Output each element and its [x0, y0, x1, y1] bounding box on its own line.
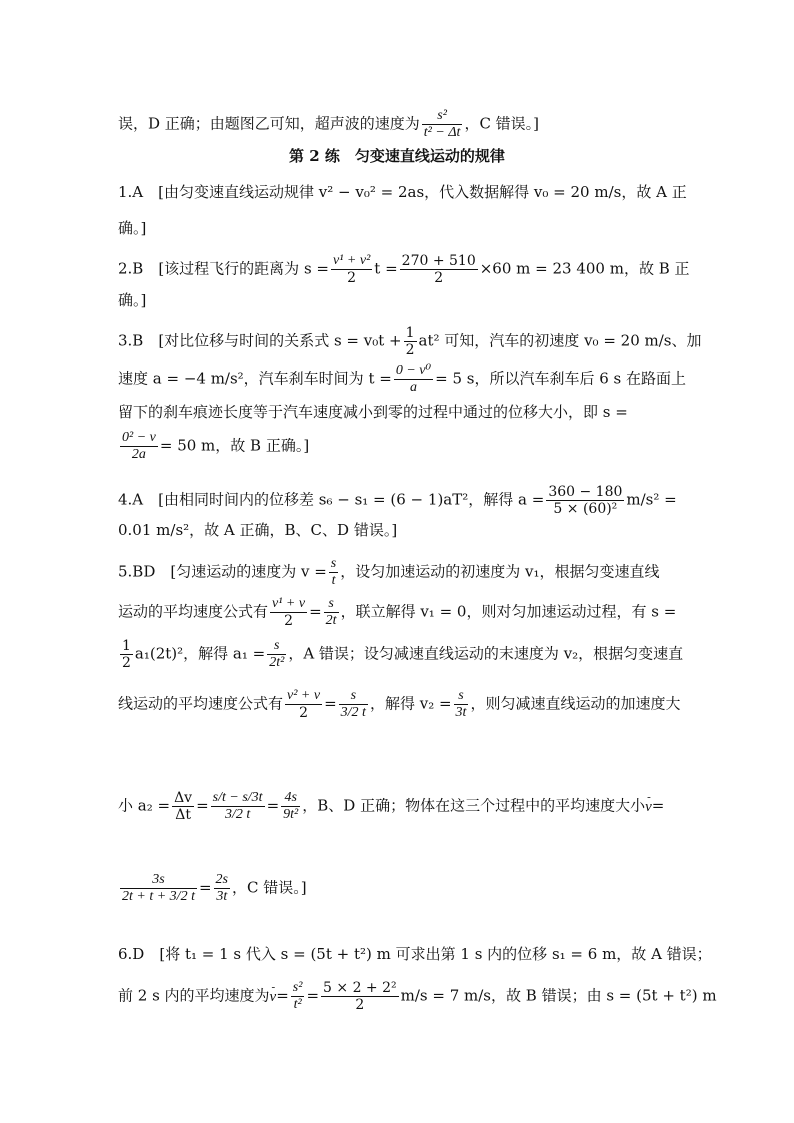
fraction-denominator: 2	[321, 996, 399, 1013]
q5-line6-b: ，C 错误。]	[231, 878, 307, 897]
fraction-numerator: 360 − 180	[548, 484, 623, 500]
fraction-numerator: s	[458, 688, 464, 703]
q5-line-2	[118, 596, 676, 629]
fraction-numerator: 2s	[215, 872, 228, 887]
fraction-denominator: 3t	[455, 705, 467, 720]
fraction	[339, 688, 368, 721]
q6-line-1: 6.D [将 t₁ = 1 s 代入 s = (5t + t²) m 可求出第 1 s 内的位移 s₁ = 6 m，故 A 错误；	[118, 945, 712, 963]
fraction-denominator: a	[394, 379, 433, 396]
q3-line-3: 留下的刹车痕迹长度等于汽车速度减小到零的过程中通过的位移大小，即 s =	[118, 403, 628, 421]
q5-line-6: $\frac{3s}{2t + t + 3/2 t}$ = $\frac{2s}{3t}$ ，C 错误。]	[122, 872, 307, 904]
fraction	[321, 980, 399, 1013]
fraction-denominator: 5 × (60)²	[546, 500, 624, 517]
fraction-numerator: v² + v	[287, 688, 321, 703]
q5-line-3	[118, 638, 683, 671]
section-title: 第 2 练 匀变速直线运动的规律	[289, 147, 505, 165]
fraction-numerator: s/t − s/3t	[212, 790, 263, 805]
q5-line-1	[118, 556, 660, 589]
q1-line-2: 确。]	[118, 219, 147, 237]
fraction-denominator: 3t	[214, 888, 230, 905]
fraction-numerator: s²	[437, 108, 447, 123]
fraction	[394, 363, 433, 396]
fraction-numerator: 270 + 510	[401, 253, 476, 269]
fraction-numerator: 4s	[284, 790, 297, 805]
fraction-denominator: 2	[285, 704, 322, 721]
fraction-numerator: 3s	[152, 872, 165, 887]
fraction-numerator: 0² − v	[122, 430, 156, 445]
q3-line1-a: 3.B [对比位移与时间的关系式 s = v₀t +	[118, 331, 402, 350]
fraction-denominator: 2a	[120, 446, 158, 463]
fraction-numerator: v¹ + v²	[333, 253, 371, 268]
line1-text-b: ，C 错误。]	[464, 114, 540, 133]
fraction	[120, 638, 133, 671]
fraction-numerator: 0 − v⁰	[395, 363, 432, 378]
q5-line3-a: a₁(2t)²，解得 a₁ =	[134, 644, 266, 663]
fraction	[400, 253, 478, 286]
fraction	[331, 253, 372, 286]
q3-line4-b: = 50 m，故 B 正确。]	[159, 436, 310, 455]
fraction-numerator: Δv	[174, 790, 193, 806]
fraction	[270, 596, 307, 629]
fraction	[422, 108, 463, 141]
fraction-numerator: v¹ + v	[272, 596, 306, 611]
q5-line1-a: 5.BD [匀速运动的速度为 v =	[118, 562, 327, 581]
q4-line-1	[118, 484, 677, 517]
q6-line2-a: 前 2 s 内的平均速度为	[118, 986, 270, 1005]
q5-line4-b: ，解得 v₂ =	[369, 694, 452, 713]
fraction-denominator: 2	[405, 342, 415, 358]
q3-line-1	[118, 325, 702, 358]
fraction-numerator: 5 × 2 + 2²	[323, 980, 397, 996]
fraction-numerator: s	[328, 596, 334, 611]
fraction-numerator: 1	[405, 325, 415, 341]
q5-line5-c: =	[651, 796, 665, 815]
q2-prefix: 2.B [该过程飞行的距离为 s =	[118, 259, 329, 278]
fraction	[404, 325, 417, 358]
fraction-numerator: s²	[292, 980, 303, 995]
q3-line2-b: = 5 s，所以汽车刹车后 6 s 在路面上	[435, 369, 687, 388]
fraction-numerator: s	[330, 556, 337, 571]
q2-line-1	[118, 253, 690, 286]
q4-line1-b: m/s² =	[626, 490, 677, 509]
fraction	[285, 688, 322, 721]
fraction-denominator: 9t²	[283, 807, 299, 822]
fraction	[120, 872, 197, 905]
q5-line2-a: 运动的平均速度公式有	[118, 602, 269, 621]
fraction-denominator: 2	[400, 269, 478, 286]
q6-line-2: 前 2 s 内的平均速度为- v= $\frac{\text{s²}}{\text{t²}}$ = $\frac{\text{5 × 2 + 2²}}{2}$ m/s = 7 m/s，故 B 错误；由 s = (5t + t²) m	[118, 980, 717, 1013]
fraction	[454, 688, 469, 721]
q5-line1-b: ，设匀加速运动的初速度为 v₁，根据匀变速直线	[340, 562, 660, 581]
average-velocity-symbol: - v	[645, 799, 652, 815]
fraction-numerator: s	[274, 638, 280, 653]
q2-suffix: ×60 m = 23 400 m，故 B 正	[479, 259, 690, 278]
q5-line4-c: ，则匀减速直线运动的加速度大	[470, 694, 681, 713]
q1-line-1: 1.A [由匀变速直线运动规律 v² − v₀² = 2as，代入数据解得 v₀ = 20 m/s，故 A 正	[118, 183, 687, 201]
fraction	[324, 596, 339, 629]
fraction-denominator: t²	[291, 996, 305, 1013]
q5-line5-a: 小 a₂ =	[118, 796, 171, 815]
q5-line3-b: ，A 错误；设匀减速直线运动的末速度为 v₂，根据匀变速直	[288, 644, 684, 663]
fraction-denominator: Δt	[172, 806, 194, 823]
fraction-denominator: 2t	[325, 613, 337, 628]
q5-line4-a: 线运动的平均速度公式有	[118, 694, 284, 713]
text-line-1	[118, 108, 539, 141]
fraction	[214, 872, 230, 905]
q4-line-2: 0.01 m/s²，故 A 正确，B、C、D 错误。]	[118, 521, 398, 539]
fraction-denominator: 2	[122, 655, 131, 671]
line1-text-a: 误，D 正确；由题图乙可知，超声波的速度为	[118, 114, 420, 133]
q4-line1-a: 4.A [由相同时间内的位移差 s₆ − s₁ = (6 − 1)aT²，解得 a =	[118, 490, 545, 509]
q5-line-5: 小 a₂ = $\frac{\Delta v}{\Delta t}$ = $\frac{s/t - s/3t}{3/2 t}$ = $\frac{4s}{\text{9t²}}$ ，B、D 正确；物体在这三个过程中的平均速度大小- v=	[118, 790, 664, 823]
q3-line-4	[118, 430, 309, 463]
q3-line-2	[118, 363, 686, 396]
q3-line1-b: at² 可知，汽车的初速度 v₀ = 20 m/s、加	[418, 331, 702, 350]
fraction-denominator: 3/2 t	[211, 806, 265, 823]
q5-line2-eq: =	[309, 602, 322, 621]
q3-line2-a: 速度 a = −4 m/s²，汽车刹车时间为 t =	[118, 369, 392, 388]
fraction-denominator: t² − Δt	[423, 125, 461, 140]
q5-line-4: 线运动的平均速度公式有 $\frac{\text{v² + v}}{2}$ = $\frac{s}{3/2 t}$ ，解得 v₂ = $\frac{s}{3t}$ ，则匀减速直线运动的加速度大	[118, 688, 681, 721]
q2-mid: t =	[374, 259, 398, 278]
fraction	[281, 790, 300, 823]
fraction-numerator: 1	[122, 638, 131, 654]
q2-line-2: 确。]	[118, 291, 147, 309]
fraction	[267, 638, 286, 671]
q6-line2-b: m/s = 7 m/s，故 B 错误；由 s = (5t + t²) m	[400, 986, 717, 1005]
fraction-denominator: 2t + t + 3/2 t	[122, 889, 195, 904]
fraction-denominator: 2t²	[269, 655, 285, 670]
fraction	[546, 484, 624, 517]
fraction	[120, 430, 158, 463]
fraction	[291, 980, 305, 1013]
average-velocity-symbol: - v	[270, 989, 277, 1005]
q5-line2-b: ，联立解得 v₁ = 0，则对匀加速运动过程，有 s =	[340, 602, 677, 621]
fraction	[172, 790, 194, 823]
fraction-numerator: s	[350, 688, 357, 703]
fraction-denominator: 3/2 t	[340, 705, 366, 720]
fraction-denominator: 2	[270, 612, 307, 629]
fraction-denominator: t	[329, 572, 338, 589]
fraction	[211, 790, 265, 823]
fraction	[329, 556, 338, 589]
q5-line5-b: ，B、D 正确；物体在这三个过程中的平均速度大小	[302, 796, 646, 815]
fraction-denominator: 2	[331, 269, 372, 286]
